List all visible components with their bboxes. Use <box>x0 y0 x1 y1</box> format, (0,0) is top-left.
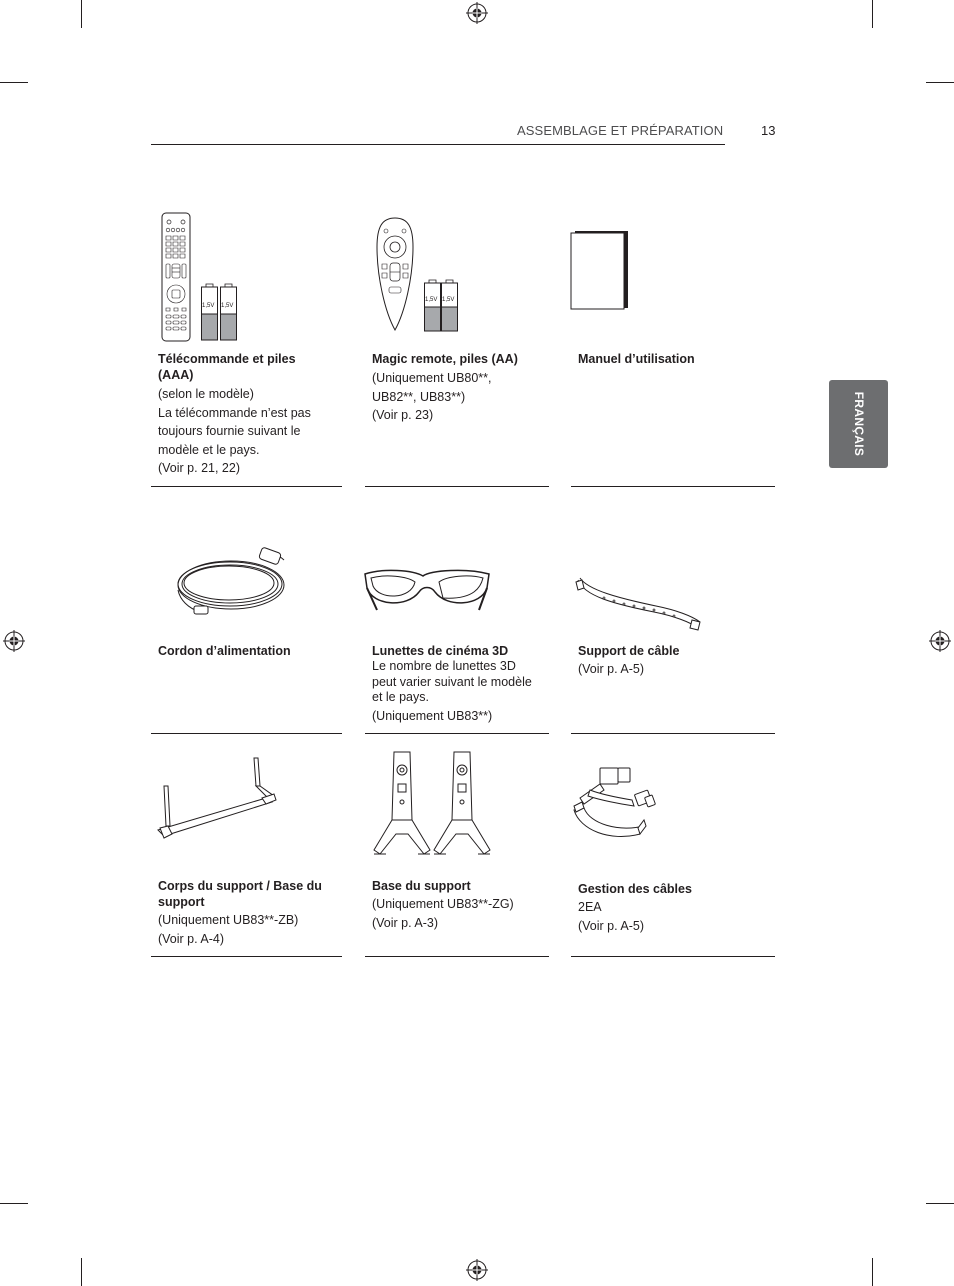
crop-mark <box>81 0 82 28</box>
item-title: Magic remote, piles (AA) <box>372 352 518 366</box>
item-title: Corps du support / Base du <box>158 879 322 893</box>
battery-icon <box>424 280 441 332</box>
battery-icon <box>441 280 458 332</box>
item-title: Manuel d’utilisation <box>578 352 695 366</box>
item-divider <box>365 956 549 957</box>
battery-icon <box>220 284 237 341</box>
item-title: Télécommande et piles <box>158 352 296 366</box>
battery-label: 1,5V <box>202 303 215 309</box>
item-cable-management <box>578 881 768 935</box>
crop-mark <box>926 82 954 83</box>
item-divider <box>571 956 775 957</box>
item-detail: (Voir p. 21, 22) <box>158 461 240 475</box>
item-detail: toujours fournie suivant le <box>158 424 301 438</box>
item-power-cord <box>158 643 338 659</box>
item-detail: UB82**, UB83**) <box>372 389 466 404</box>
crop-mark <box>926 1203 954 1204</box>
remote-control-icon <box>160 212 192 342</box>
item-detail: (Voir p. A-3) <box>372 915 438 930</box>
item-3d-glasses <box>372 643 547 725</box>
item-title: Gestion des câbles <box>578 882 692 896</box>
item-detail: (Voir p. A-4) <box>158 931 224 946</box>
item-title: Lunettes de cinéma 3D <box>372 644 509 658</box>
language-tab-label: FRANÇAIS <box>851 391 866 457</box>
battery-label: 1,5V <box>221 303 234 309</box>
stand-base-icon <box>372 750 432 858</box>
item-detail: (Uniquement UB83**-ZB) <box>158 913 299 927</box>
item-divider <box>365 733 549 734</box>
item-detail: modèle et le pays. <box>158 442 260 457</box>
stand-base-icon <box>432 750 492 858</box>
page-number: 13 <box>761 123 776 138</box>
item-detail: (selon le modèle) <box>158 387 254 401</box>
cable-holder-icon <box>574 576 702 632</box>
registration-mark-icon <box>929 630 951 652</box>
item-title: Cordon d’alimentation <box>158 644 291 658</box>
item-title: support <box>158 895 205 909</box>
item-title: Support de câble <box>578 644 680 658</box>
manual-book-icon <box>570 230 630 310</box>
section-header: ASSEMBLAGE ET PRÉPARATION <box>517 123 724 138</box>
item-divider <box>151 733 342 734</box>
item-divider <box>365 486 549 487</box>
item-detail: (Uniquement UB83**) <box>372 708 493 723</box>
item-divider <box>151 956 342 957</box>
item-cable-holder <box>578 643 768 679</box>
crop-mark <box>81 1258 82 1286</box>
crop-mark <box>872 0 873 28</box>
3d-glasses-icon <box>363 566 491 614</box>
language-tab <box>829 380 888 468</box>
cable-management-icon <box>570 764 660 846</box>
item-detail: (Uniquement UB80**, <box>372 371 492 385</box>
item-manual <box>578 351 768 367</box>
battery-label: 1,5V <box>425 297 438 303</box>
item-detail: peut varier suivant le modèle <box>372 674 532 689</box>
crop-mark <box>0 1203 28 1204</box>
item-divider <box>571 486 775 487</box>
item-magic-remote <box>372 351 547 425</box>
battery-label: 1,5V <box>442 297 455 303</box>
item-detail: (Uniquement UB83**-ZG) <box>372 897 514 911</box>
item-divider <box>151 486 342 487</box>
item-title: Base du support <box>372 879 471 893</box>
registration-mark-icon <box>466 1259 488 1281</box>
crop-mark <box>872 1258 873 1286</box>
item-remote-and-batteries <box>158 351 338 478</box>
item-stand-base <box>372 878 547 932</box>
item-detail: (Voir p. A-5) <box>578 662 644 676</box>
magic-remote-icon <box>375 217 415 331</box>
registration-mark-icon <box>466 2 488 24</box>
item-detail: (Voir p. A-5) <box>578 918 644 933</box>
item-stand-body <box>158 878 338 948</box>
registration-mark-icon <box>3 630 25 652</box>
item-title: (AAA) <box>158 368 194 382</box>
header-divider <box>151 144 725 145</box>
stand-body-icon <box>156 756 280 842</box>
power-cord-icon <box>174 546 290 618</box>
battery-icon <box>201 284 218 341</box>
item-detail: 2EA <box>578 900 602 914</box>
item-detail: (Voir p. 23) <box>372 408 434 422</box>
item-divider <box>571 733 775 734</box>
item-detail: Le nombre de lunettes 3D <box>372 659 516 673</box>
item-detail: et le pays. <box>372 690 429 704</box>
crop-mark <box>0 82 28 83</box>
item-detail: La télécommande n’est pas <box>158 405 311 420</box>
